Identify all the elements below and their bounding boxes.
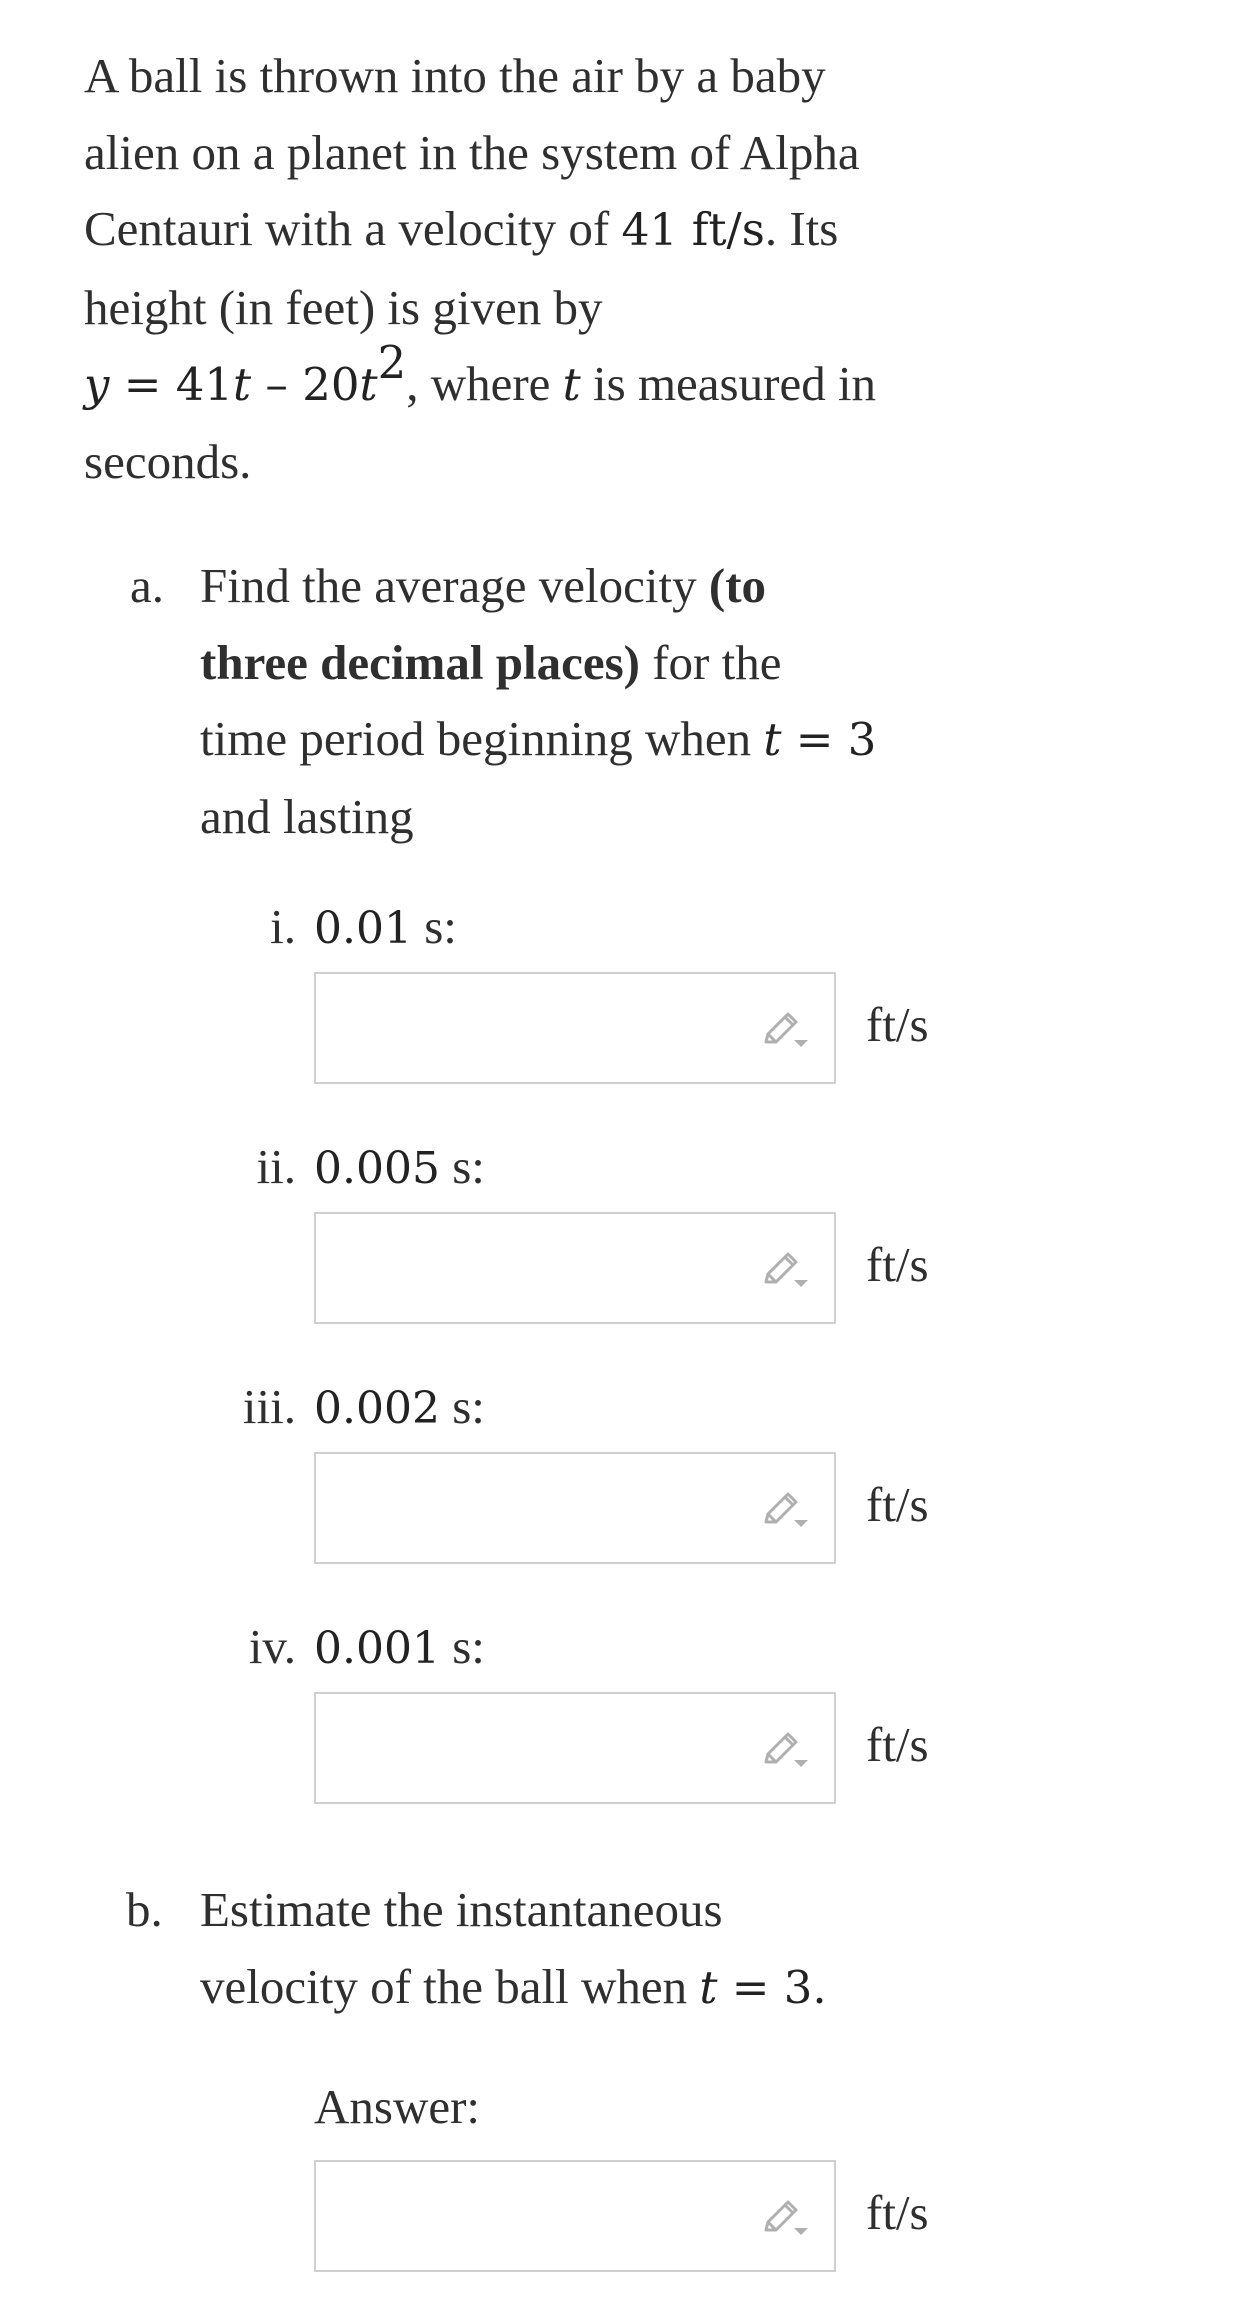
- part-b-eq: = 3.: [717, 1960, 827, 2014]
- part-a-line-2: [200, 625, 1000, 702]
- part-a-marker: a.: [130, 558, 164, 613]
- part-a-line-3-text: time period beginning when: [200, 711, 764, 766]
- answer-label: Answer:: [314, 2079, 481, 2134]
- part-a-line-4: and lasting: [200, 788, 414, 844]
- velocity-value: 41: [621, 205, 678, 256]
- answer-unit-b: ft/s: [866, 2185, 929, 2240]
- pencil-dropdown-icon[interactable]: [760, 1488, 812, 1532]
- roman-numeral: ii.: [256, 1139, 296, 1194]
- part-b-t: t: [699, 1960, 718, 2014]
- part-a-t: t: [763, 713, 782, 766]
- eq-part-1: = 41: [109, 358, 234, 411]
- eq-tail: is measured in: [580, 356, 877, 411]
- duration-unit: s:: [411, 899, 457, 954]
- duration-value: 0.001: [314, 1623, 440, 1674]
- answer-input-ii[interactable]: [314, 1212, 836, 1324]
- duration-value: 0.005: [314, 1143, 440, 1194]
- sub-item-label-iii: [208, 1378, 485, 1435]
- roman-numeral: i.: [270, 899, 296, 954]
- pencil-dropdown-icon[interactable]: [760, 1728, 812, 1772]
- part-b-line-1: Estimate the instantaneous: [200, 1882, 723, 1937]
- problem-line-1: A ball is thrown into the air by a baby: [84, 48, 826, 103]
- duration-value: 0.002: [314, 1383, 440, 1434]
- eq-post: , where: [406, 356, 563, 411]
- roman-numeral: iv.: [248, 1619, 296, 1674]
- part-a-bold-2: three decimal places): [200, 634, 640, 690]
- part-a-line-1-text: Find the average velocity: [200, 558, 709, 613]
- part-b-marker: b.: [126, 1882, 163, 1937]
- eq-t-1: t: [233, 358, 252, 411]
- sub-item-label-iv: [208, 1618, 485, 1675]
- answer-input-iv[interactable]: [314, 1692, 836, 1804]
- part-a-line-1: [200, 548, 1000, 625]
- sub-item-label-ii: [208, 1138, 485, 1195]
- problem-line-3-text: Centauri with a velocity of: [84, 201, 622, 256]
- answer-unit-iv: ft/s: [866, 1717, 929, 1772]
- duration-unit: s:: [439, 1619, 485, 1674]
- problem-line-6: seconds.: [84, 433, 252, 489]
- part-a-line-3: [200, 701, 1000, 779]
- velocity-unit: ft/s: [677, 203, 765, 256]
- problem-line-3-tail: . Its: [764, 201, 839, 256]
- part-a-eq: = 3: [781, 713, 877, 766]
- answer-unit-ii: ft/s: [866, 1237, 929, 1292]
- duration-value: 0.01: [314, 903, 412, 954]
- eq-exponent: 2: [377, 336, 407, 389]
- answer-input-iii[interactable]: [314, 1452, 836, 1564]
- eq-t-2: t: [359, 358, 378, 411]
- answer-input-b[interactable]: [314, 2160, 836, 2272]
- eq-t-3: t: [562, 358, 581, 411]
- part-b-line-2: [200, 1949, 1000, 2027]
- eq-y: y: [84, 358, 110, 411]
- roman-numeral: iii.: [242, 1379, 296, 1434]
- height-equation: [84, 336, 984, 424]
- sub-item-label-i: [208, 898, 457, 955]
- part-b-text: [200, 1872, 1000, 2026]
- part-a-line-2-text: for the: [639, 634, 782, 690]
- problem-line-2: alien on a planet in the system of Alpha: [84, 124, 860, 180]
- problem-statement: [84, 38, 984, 500]
- problem-line-4: height (in feet) is given by: [84, 279, 603, 335]
- answer-input-i[interactable]: [314, 972, 836, 1084]
- pencil-dropdown-icon[interactable]: [760, 1008, 812, 1052]
- problem-line-3: [84, 191, 984, 270]
- duration-unit: s:: [439, 1379, 485, 1434]
- pencil-dropdown-icon[interactable]: [760, 1248, 812, 1292]
- part-a-text: [200, 548, 1000, 855]
- pencil-dropdown-icon[interactable]: [760, 2196, 812, 2240]
- answer-unit-iii: ft/s: [866, 1477, 929, 1532]
- part-a-bold-1: (to: [708, 558, 767, 613]
- eq-part-2: – 20: [251, 358, 360, 411]
- duration-unit: s:: [439, 1139, 485, 1194]
- answer-unit-i: ft/s: [866, 997, 929, 1052]
- part-b-line-2-text: velocity of the ball when: [200, 1958, 700, 2014]
